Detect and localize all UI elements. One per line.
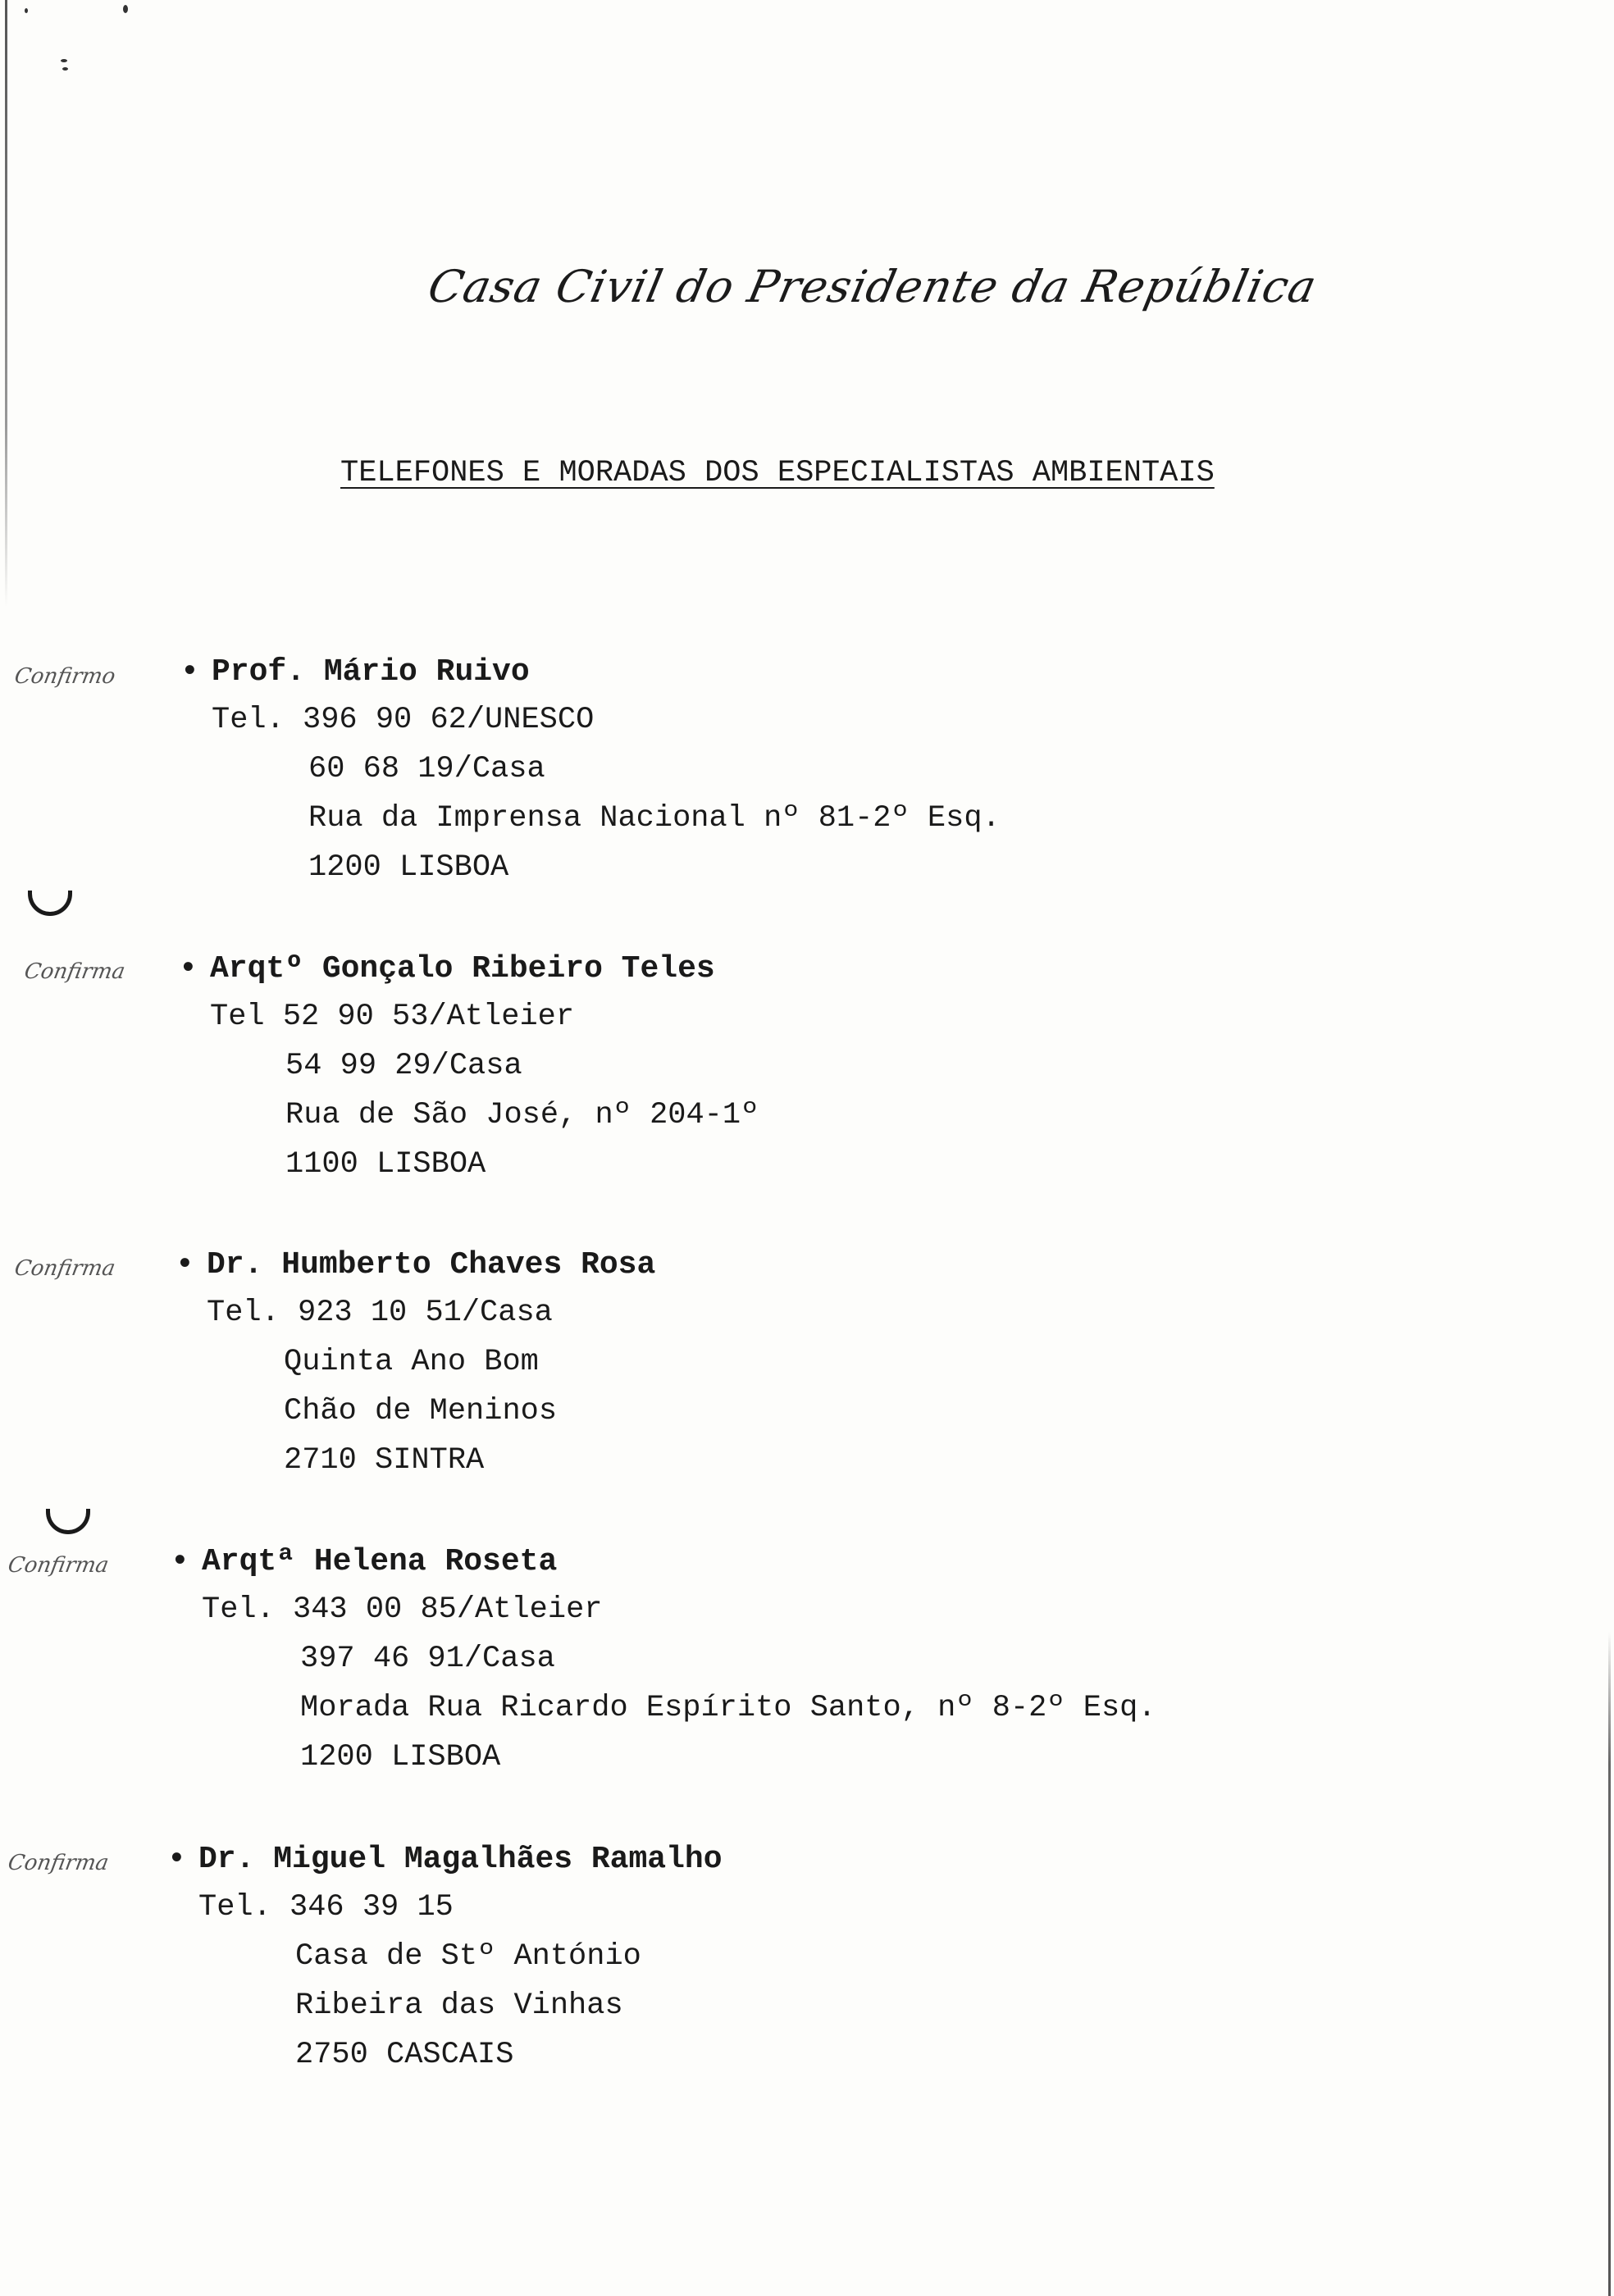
document-title: TELEFONES E MORADAS DOS ESPECIALISTAS AMBIENTAIS [340, 456, 1215, 490]
contact-name-line [180, 649, 1001, 695]
contact-name-line [176, 1242, 656, 1288]
contact-line: Ribeira das Vinhas [295, 1988, 623, 2023]
contact-entry [167, 1837, 723, 2080]
contact-name-line [179, 946, 759, 992]
contact-line: 1200 LISBOA [300, 1740, 501, 1774]
contact-phone: Tel. 343 00 85/Atleier [202, 1592, 603, 1627]
contact-line: 54 99 29/Casa [285, 1049, 522, 1083]
contact-name: Arqtº Gonçalo Ribeiro Teles [210, 951, 715, 986]
contact-name-line [167, 1837, 723, 1883]
contact-line: Morada Rua Ricardo Espírito Santo, nº 8-2º Esq. [300, 1691, 1156, 1725]
letterhead: Casa Civil do Presidente da República [423, 261, 1322, 312]
contact-phone: Tel. 396 90 62/UNESCO [212, 703, 595, 737]
scan-speck [62, 67, 68, 71]
contact-line: 1200 LISBOA [308, 850, 509, 885]
contact-line: 397 46 91/Casa [300, 1642, 555, 1676]
contact-entry [171, 1539, 1156, 1782]
contact-name: Dr. Miguel Magalhães Ramalho [198, 1842, 723, 1877]
contact-name: Dr. Humberto Chaves Rosa [207, 1247, 656, 1282]
contact-phone: Tel. 346 39 15 [198, 1890, 454, 1925]
contact-line: Chão de Meninos [284, 1394, 558, 1428]
scan-speck [25, 8, 28, 13]
contact-line: 2750 CASCAIS [295, 2038, 514, 2072]
scan-edge-right [1608, 1632, 1611, 2296]
contact-name: Arqtª Helena Roseta [202, 1544, 558, 1579]
margin-note: Confirma [22, 959, 127, 984]
contact-line: 2710 SINTRA [284, 1443, 485, 1478]
bullet: • [171, 1544, 189, 1579]
contact-line: Rua da Imprensa Nacional nº 81-2º Esq. [308, 801, 1001, 836]
margin-note: Confirma [6, 1553, 111, 1578]
scan-speck [123, 5, 128, 13]
contact-line: Casa de Stº António [295, 1939, 641, 1974]
bullet: • [167, 1842, 186, 1877]
margin-note: Confirma [6, 1851, 111, 1875]
bullet: • [176, 1247, 194, 1282]
contact-name-line [171, 1539, 1156, 1585]
margin-note: Confirma [12, 1256, 117, 1281]
check-mark [28, 891, 72, 916]
bullet: • [180, 654, 199, 690]
check-mark [46, 1509, 90, 1534]
contact-entry [180, 649, 1001, 892]
contact-line: Rua de São José, nº 204-1º [285, 1098, 759, 1132]
scan-speck [61, 59, 67, 62]
contact-entry [179, 946, 759, 1189]
contact-line: 60 68 19/Casa [308, 752, 545, 786]
contact-phone: Tel 52 90 53/Atleier [210, 1000, 575, 1034]
margin-note: Confirmo [12, 664, 118, 689]
contact-line: 1100 LISBOA [285, 1147, 486, 1182]
contact-name: Prof. Mário Ruivo [212, 654, 530, 690]
contact-phone: Tel. 923 10 51/Casa [207, 1296, 553, 1330]
contact-line: Quinta Ano Bom [284, 1345, 539, 1379]
bullet: • [179, 951, 198, 986]
contact-entry [176, 1242, 656, 1485]
